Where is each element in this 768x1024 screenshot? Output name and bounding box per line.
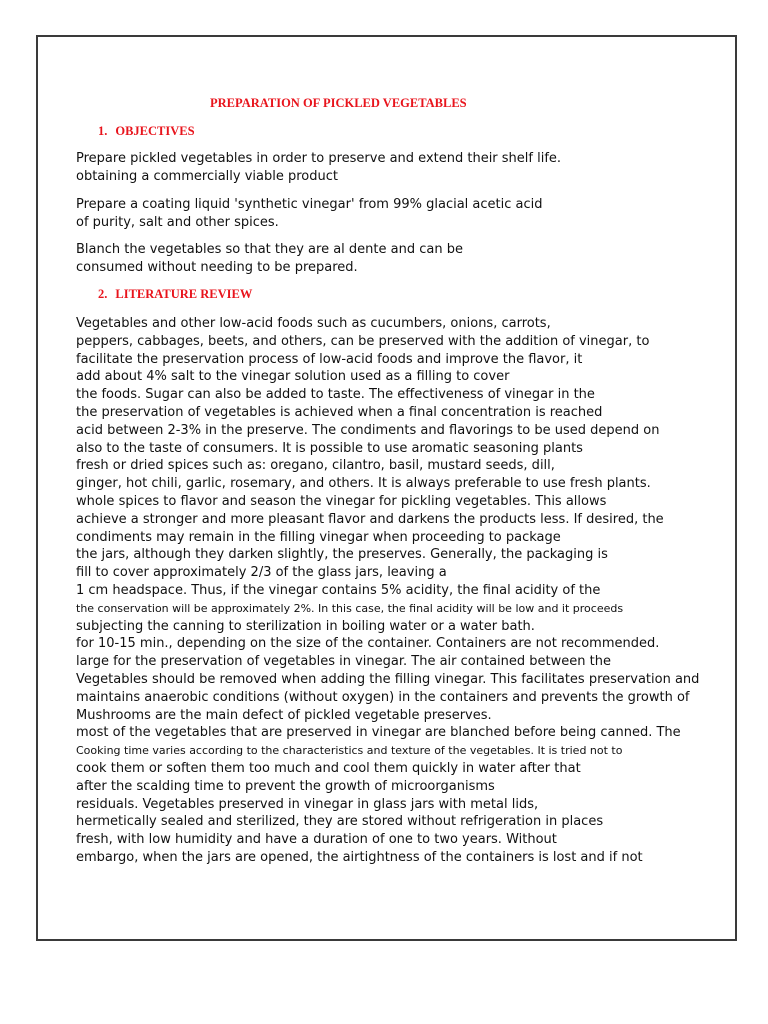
section-heading-literature-review: [98, 287, 252, 302]
text-line: for 10-15 min., depending on the size of the container. Containers are not recommended.: [76, 636, 660, 652]
text-line: Vegetables and other low-acid foods such as cucumbers, onions, carrots,: [76, 316, 551, 331]
text-line: fresh or dried spices such as: oregano, cilantro, basil, mustard seeds, dill,: [76, 458, 555, 474]
text-line: Mushrooms are the main defect of pickled vegetable preserves.: [76, 707, 492, 723]
section-number: 2.: [98, 287, 108, 301]
text-line: Prepare pickled vegetables in order to preserve and extend their shelf life.: [76, 151, 562, 166]
text-line: large for the preservation of vegetables in vinegar. The air contained between the: [76, 654, 611, 670]
text-line: peppers, cabbages, beets, and others, can be preserved with the addition of vinegar, to: [76, 333, 650, 349]
text-line: fresh, with low humidity and have a duration of one to two years. Without: [76, 832, 557, 848]
document-title: PREPARATION OF PICKLED VEGETABLES: [210, 96, 467, 110]
objective-paragraph: [76, 241, 463, 277]
text-line: Vegetables should be removed when adding the filling vinegar. This facilitates preservation and: [76, 671, 700, 687]
section-number: 1.: [98, 124, 108, 138]
text-line: Prepare a coating liquid 'synthetic vinegar' from 99% glacial acetic acid: [76, 197, 543, 212]
text-line: facilitate the preservation process of low-acid foods and improve the flavor, it: [76, 351, 583, 367]
text-line: Blanch the vegetables so that they are al dente and can be: [76, 242, 463, 257]
text-line: hermetically sealed and sterilized, they are stored without refrigeration in places: [76, 814, 604, 830]
text-line: embargo, when the jars are opened, the airtightness of the containers is lost and if not: [76, 849, 643, 865]
text-line: obtaining a commercially viable product: [76, 168, 338, 184]
text-line: consumed without needing to be prepared.: [76, 259, 358, 275]
text-line: residuals. Vegetables preserved in vinegar in glass jars with metal lids,: [76, 796, 539, 812]
text-line: whole spices to flavor and season the vinegar for pickling vegetables. This allows: [76, 493, 607, 509]
text-line: the foods. Sugar can also be added to taste. The effectiveness of vinegar in the: [76, 387, 595, 403]
objective-paragraph: [76, 150, 561, 186]
text-line: condiments may remain in the filling vinegar when proceeding to package: [76, 529, 561, 545]
text-line: the conservation will be approximately 2%. In this case, the final acidity will be low and it proceeds: [76, 601, 624, 615]
objective-paragraph: [76, 196, 543, 232]
text-line: fill to cover approximately 2/3 of the glass jars, leaving a: [76, 565, 447, 581]
text-line: subjecting the canning to sterilization in boiling water or a water bath.: [76, 618, 535, 634]
text-line: 1 cm headspace. Thus, if the vinegar contains 5% acidity, the final acidity of the: [76, 582, 601, 598]
text-line: ginger, hot chili, garlic, rosemary, and others. It is always preferable to use fresh plants.: [76, 476, 651, 492]
text-line: most of the vegetables that are preserved in vinegar are blanched before being canned. The: [76, 725, 681, 741]
text-line: the jars, although they darken slightly, the preserves. Generally, the packaging is: [76, 547, 608, 563]
text-line: maintains anaerobic conditions (without oxygen) in the containers and prevents the growth of: [76, 689, 690, 705]
text-line: after the scalding time to prevent the growth of microorganisms: [76, 778, 495, 794]
text-line: add about 4% salt to the vinegar solution used as a filling to cover: [76, 369, 510, 385]
literature-review-paragraph: [76, 315, 699, 867]
section-title: LITERATURE REVIEW: [115, 287, 253, 301]
text-line: cook them or soften them too much and cool them quickly in water after that: [76, 760, 581, 776]
text-line: the preservation of vegetables is achieved when a final concentration is reached: [76, 404, 603, 420]
text-line: acid between 2-3% in the preserve. The condiments and flavorings to be used depend on: [76, 422, 660, 438]
text-line: of purity, salt and other spices.: [76, 214, 279, 230]
section-heading-objectives: [98, 124, 195, 139]
text-line: achieve a stronger and more pleasant flavor and darkens the products less. If desired, the: [76, 511, 664, 527]
text-line: Cooking time varies according to the characteristics and texture of the vegetables. It is tried not to: [76, 744, 623, 758]
section-title: OBJECTIVES: [115, 124, 195, 138]
text-line: also to the taste of consumers. It is possible to use aromatic seasoning plants: [76, 440, 583, 456]
